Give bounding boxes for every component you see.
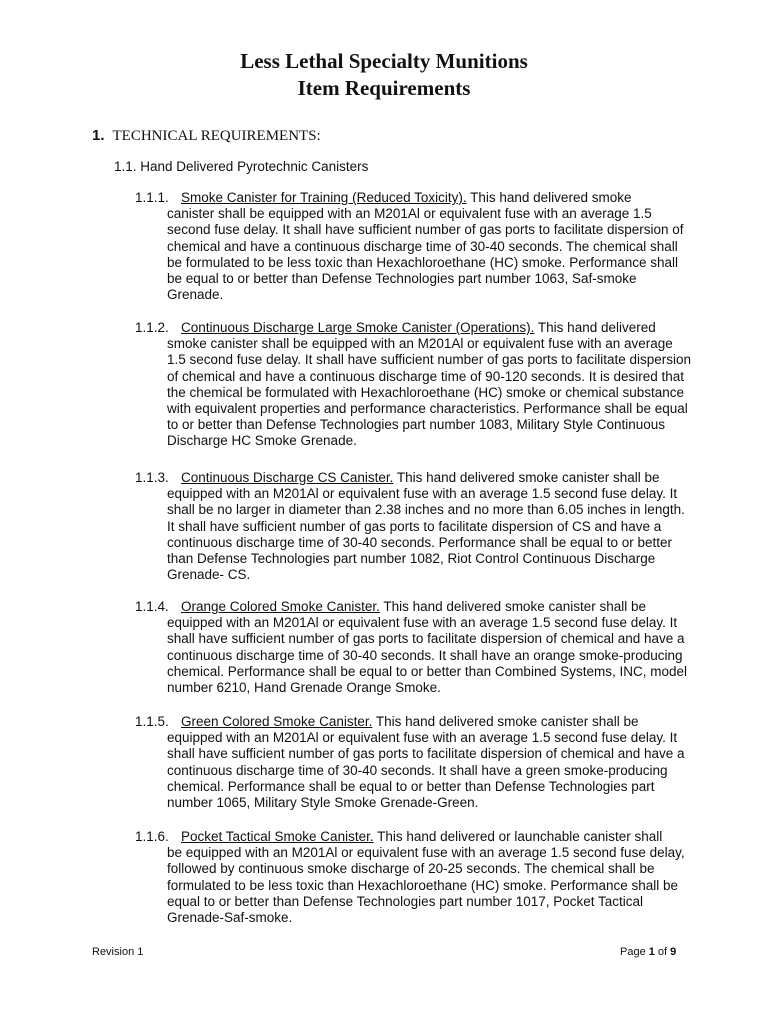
item-first-line: This hand delivered smoke canister shall be bbox=[379, 599, 647, 614]
item-body: be equipped with an M201Al or equivalent fuse with an average 1.5 second fuse delay, followed by continuous smoke discharge of 20-25 seconds. The chemical shall be formulated to be less toxic than Hexachloroethane (HC) smoke. Performance shall be equal to or better than Defense Technologies part number 1017, Pocket Tactical Grenade-Saf-smoke. bbox=[167, 845, 685, 926]
title-line-2: Item Requirements bbox=[297, 76, 471, 100]
item-title: Smoke Canister for Training (Reduced Toxicity). bbox=[181, 190, 467, 205]
requirement-item bbox=[135, 829, 695, 926]
item-number: 1.1.4. bbox=[135, 599, 169, 614]
section-heading bbox=[92, 127, 321, 145]
item-first-line: This hand delivered smoke bbox=[466, 190, 632, 205]
item-number: 1.1.3. bbox=[135, 470, 169, 485]
item-title: Pocket Tactical Smoke Canister. bbox=[181, 829, 374, 844]
item-body: canister shall be equipped with an M201Al or equivalent fuse with an average 1.5 second fuse delay. It shall have sufficient number of gas ports to facilitate dispersion of chemical and have a continuous discharge time of 30-40 seconds. The chemical shall be formulated to be less toxic than Hexachloroethane (HC) smoke. Performance shall be equal to or better than Defense Technologies part number 1063, Saf-smoke Grenade. bbox=[167, 206, 684, 303]
item-title: Orange Colored Smoke Canister. bbox=[181, 599, 380, 614]
section-number: 1. bbox=[92, 127, 105, 144]
title-line-1: Less Lethal Specialty Munitions bbox=[240, 49, 528, 73]
requirement-item bbox=[135, 714, 695, 811]
page-current: 1 bbox=[648, 946, 655, 958]
page-of: of bbox=[654, 946, 671, 958]
item-first-line: This hand delivered or launchable canister shall bbox=[373, 829, 663, 844]
item-body: equipped with an M201Al or equivalent fuse with an average 1.5 second fuse delay. It shall be no larger in diameter than 2.38 inches and no more than 6.05 inches in length. It shall have sufficient number of gas ports to facilitate dispersion of CS and have a continuous discharge time of 30-40 seconds. Performance shall be equal to or better than Defense Technologies part number 1082, Riot Control Continuous Discharge Grenade- CS. bbox=[167, 486, 685, 583]
page-total: 9 bbox=[670, 946, 677, 958]
footer-revision: Revision 1 bbox=[92, 946, 144, 958]
item-number: 1.1.5. bbox=[135, 714, 169, 729]
item-first-line: This hand delivered bbox=[534, 320, 656, 335]
item-number: 1.1.1. bbox=[135, 190, 169, 205]
item-body: smoke canister shall be equipped with an M201Al or equivalent fuse with an average 1.5 second fuse delay. It shall have sufficient number of gas ports to facilitate dispersion of chemical and have a continuous discharge time of 90-120 seconds. It is desired that the chemical be formulated with Hexachloroethane (HC) smoke or chemical substance with equivalent properties and performance characteristics. Performance shall be equal to or better than Defense Technologies part number 1083, Military Style Continuous Discharge HC Smoke Grenade. bbox=[167, 336, 692, 449]
item-first-line: This hand delivered smoke canister shall be bbox=[372, 714, 639, 729]
item-title: Green Colored Smoke Canister. bbox=[181, 714, 373, 729]
subsection-heading: 1.1. Hand Delivered Pyrotechnic Canisters bbox=[114, 159, 369, 174]
page-label: Page bbox=[620, 946, 649, 958]
requirement-item bbox=[135, 470, 695, 583]
requirement-item bbox=[135, 320, 695, 450]
item-body: equipped with an M201Al or equivalent fuse with an average 1.5 second fuse delay. It shall have sufficient number of gas ports to facilitate dispersion of chemical and have a continuous discharge time of 30-40 seconds. It shall have a green smoke-producing chemical. Performance shall be equal to or better than Defense Technologies part number 1065, Military Style Smoke Grenade-Green. bbox=[167, 730, 685, 811]
item-title: Continuous Discharge CS Canister. bbox=[181, 470, 394, 485]
document-title bbox=[0, 48, 768, 102]
section-heading-text: TECHNICAL REQUIREMENTS: bbox=[112, 128, 321, 144]
item-body: equipped with an M201Al or equivalent fuse with an average 1.5 second fuse delay. It shall have sufficient number of gas ports to facilitate dispersion of chemical and have a continuous discharge time of 30-40 seconds. It shall have an orange smoke-producing chemical. Performance shall be equal to or better than Combined Systems, INC, model number 6210, Hand Grenade Orange Smoke. bbox=[167, 615, 687, 696]
item-number: 1.1.6. bbox=[135, 829, 169, 844]
item-first-line: This hand delivered smoke canister shall be bbox=[393, 470, 660, 485]
requirement-item bbox=[135, 599, 695, 696]
requirement-item bbox=[135, 190, 695, 303]
item-number: 1.1.2. bbox=[135, 320, 169, 335]
footer-page-number bbox=[620, 946, 676, 958]
item-title: Continuous Discharge Large Smoke Canister (Operations). bbox=[181, 320, 535, 335]
